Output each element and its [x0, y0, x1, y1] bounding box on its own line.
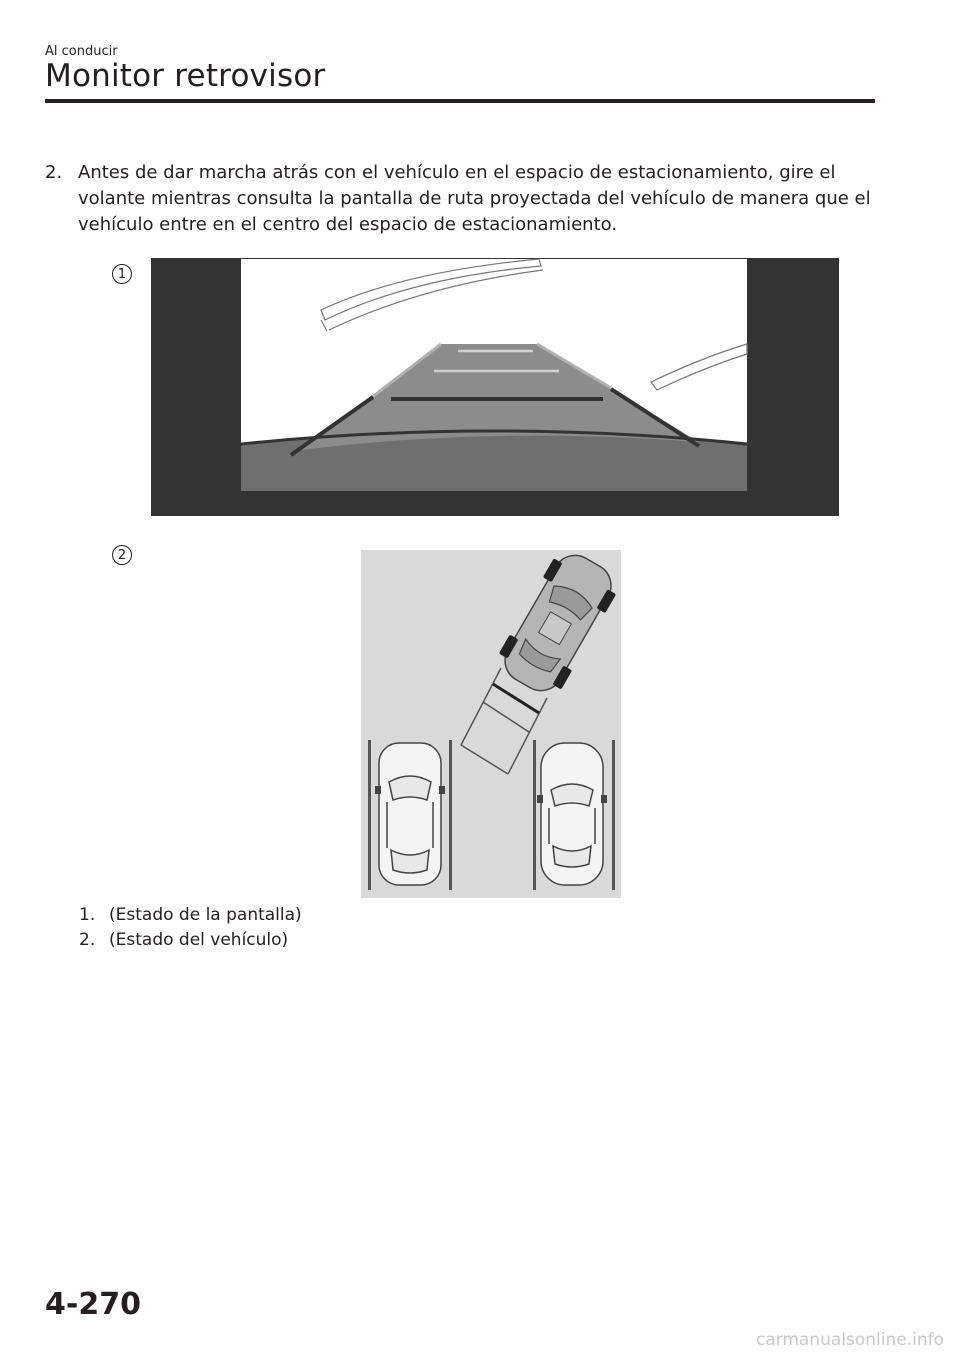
section-label: Al conducir	[45, 44, 118, 59]
step-text: Antes de dar marcha atrás con el vehículo en el espacio de estacionamiento, gire el volante mientras consulta la pantalla de ruta proyectada del vehículo de manera que el vehículo entre en el centro del espacio de estacionamiento.	[78, 162, 871, 235]
step-number: 2.	[45, 162, 63, 183]
vehicle-parking-illustration	[361, 550, 621, 898]
figure-callout-1: 1	[112, 264, 132, 284]
legend-number: 1.	[79, 905, 96, 925]
legend-text: (Estado del vehículo)	[109, 930, 289, 950]
watermark: carmanualsonline.info	[755, 1330, 944, 1350]
page-number: 4-270	[45, 1287, 141, 1322]
page-title: Monitor retrovisor	[45, 58, 326, 94]
title-divider	[45, 99, 875, 103]
rear-view-screen-illustration	[151, 258, 839, 516]
legend-number: 2.	[79, 930, 96, 950]
figure-callout-2: 2	[112, 545, 132, 565]
legend-text: (Estado de la pantalla)	[109, 905, 302, 925]
